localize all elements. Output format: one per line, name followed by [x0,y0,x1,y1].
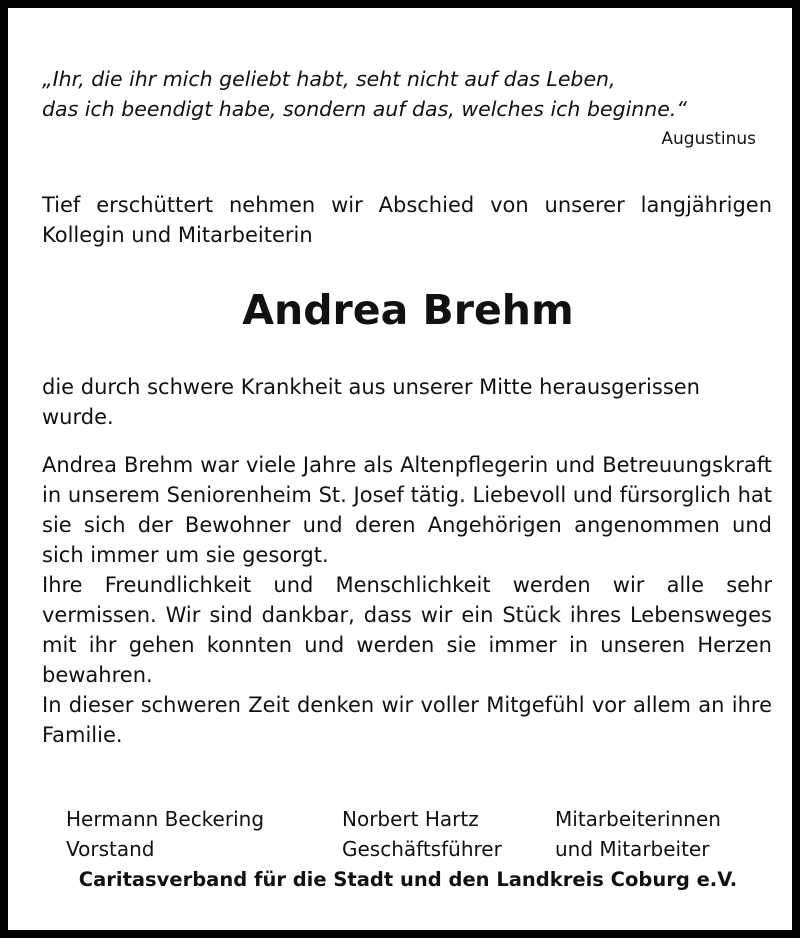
organization-name: Caritasverband für die Stadt und den Landkreis Coburg e.V. [78,868,738,891]
signature-name: Hermann Beckering [66,807,265,831]
body-paragraph-3: In dieser schweren Zeit denken wir voller Mitgefühl vor allem an ihre Familie. [42,693,772,747]
intro-text: Tief erschüttert nehmen wir Abschied von unserer langjährigen Kollegin und Mitarbeiterin [42,193,772,247]
signature-name: Mitarbeiterinnen [555,807,721,831]
signature-board [66,804,264,864]
quote-line-2: das ich beendigt habe, sondern auf das, welches ich beginne.“ [42,97,688,121]
signature-director [342,804,502,864]
quote-line-1: „Ihr, die ihr mich geliebt habt, seht nicht auf das Leben, [42,67,616,91]
signature-role: und Mitarbeiter [555,837,710,861]
signature-staff [555,804,721,864]
deceased-name: Andrea Brehm [242,286,574,334]
subtitle-text: die durch schwere Krankheit aus unserer Mitte herausgerissen wurde. [42,375,700,429]
body-text [42,450,772,750]
signature-name: Norbert Hartz [342,807,479,831]
signature-role: Vorstand [66,837,155,861]
quote-author: Augustinus [661,129,756,149]
body-paragraph-2: Ihre Freundlichkeit und Menschlichkeit werden wir alle sehr vermissen. Wir sind dankbar, dass wir ein Stück ihres Lebensweges mit ihr gehen konnten und werden sie immer in unseren Herzen bewahren. [42,573,772,687]
signature-role: Geschäftsführer [342,837,502,861]
epigraph-quote [42,64,772,124]
body-paragraph-1: Andrea Brehm war viele Jahre als Altenpflegerin und Betreuungskraft in unserem Seniorenheim St. Josef tätig. Liebevoll und fürsorglich hat sie sich der Bewohner und deren Angehörigen angenommen und sich immer um sie gesorgt. [42,453,772,567]
